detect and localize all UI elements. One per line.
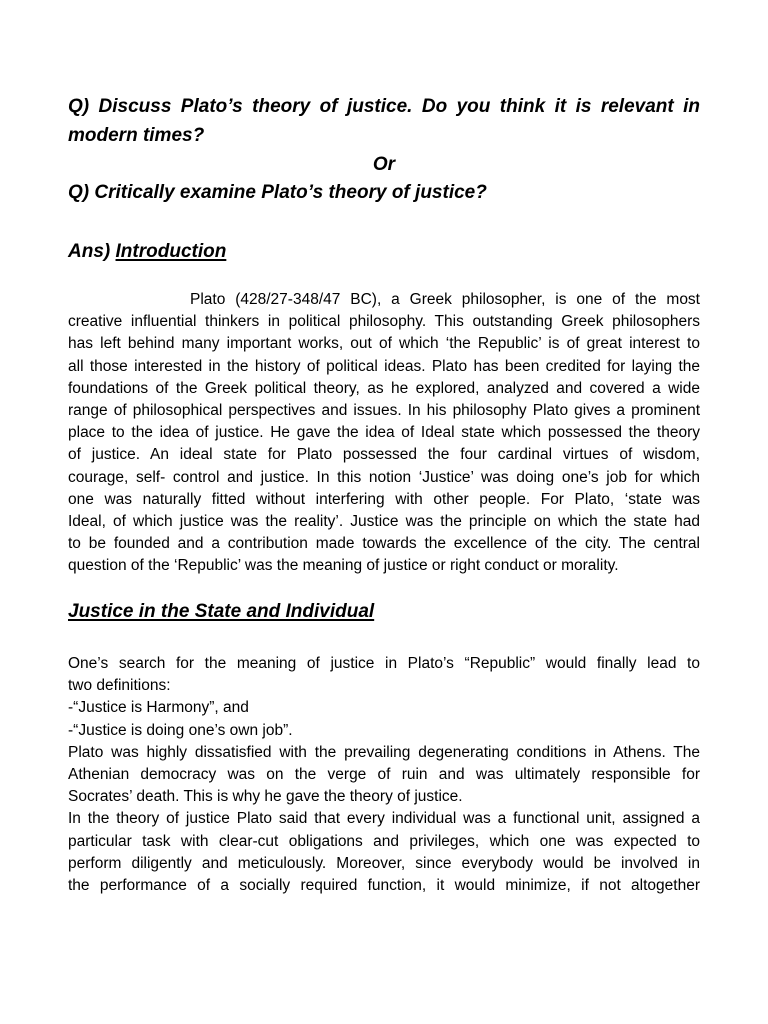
- paragraph-line: courage, self- control and justice. In this notion ‘Justice’ was doing one’s job for which: [68, 468, 700, 486]
- paragraph-line: two definitions:: [68, 677, 171, 695]
- definition-item: -“Justice is Harmony”, and: [68, 699, 249, 717]
- answer-prefix: Ans): [68, 241, 111, 262]
- paragraph-line: of justice. An ideal state for Plato possessed the four cardinal virtues of wisdom,: [68, 446, 700, 464]
- paragraph-line: all those interested in the history of political ideas. Plato has been credited for laying the: [68, 357, 700, 375]
- paragraph-line: has left behind many important works, out of which ‘the Republic’ is of great interest to: [68, 335, 700, 353]
- paragraph-line: perform diligently and meticulously. Moreover, since everybody would be involved in: [68, 854, 700, 872]
- paragraph-line: the performance of a socially required function, it would minimize, if not altogether: [68, 877, 700, 895]
- definition-item: -“Justice is doing one’s own job”.: [68, 721, 293, 739]
- paragraph-line: question of the ‘Republic’ was the meaning of justice or right conduct or morality.: [68, 557, 619, 575]
- paragraph-line: Ideal, of which justice was the reality’. Justice was the principle on which the state had: [68, 513, 700, 531]
- paragraph-line: particular task with clear-cut obligations and privileges, which one was expected to: [68, 832, 700, 850]
- paragraph-line: In the theory of justice Plato said that every individual was a functional unit, assigned a: [68, 810, 700, 828]
- paragraph-line: Plato (428/27-348/47 BC), a Greek philosopher, is one of the most: [190, 291, 700, 308]
- question-2: Q) Critically examine Plato’s theory of justice?: [68, 182, 487, 203]
- introduction-paragraph: [68, 289, 700, 578]
- paragraph-line: Socrates’ death. This is why he gave the theory of justice.: [68, 788, 463, 806]
- paragraph-line: one was naturally fitted without interfering with other people. For Plato, ‘state was: [68, 490, 700, 508]
- paragraph-line: place to the idea of justice. He gave the idea of Ideal state which possessed the theory: [68, 424, 700, 442]
- paragraph-line: Plato was highly dissatisfied with the prevailing degenerating conditions in Athens. The: [68, 743, 700, 761]
- answer-heading: [68, 237, 700, 266]
- question-1-line: Q) Discuss Plato’s theory of justice. Do you think it is relevant in: [68, 96, 700, 117]
- paragraph-line: creative influential thinkers in political philosophy. This outstanding Greek philosophers: [68, 313, 700, 331]
- question-1-line: modern times?: [68, 125, 205, 146]
- section-paragraph: [68, 653, 700, 897]
- paragraph-line: Athenian democracy was on the verge of ruin and was ultimately responsible for: [68, 766, 700, 784]
- or-separator: Or: [372, 154, 396, 175]
- section-heading-text: Justice in the State and Individual: [68, 601, 375, 622]
- question-1: [68, 92, 700, 150]
- paragraph-line: range of philosophical perspectives and issues. In his philosophy Plato gives a prominent: [68, 402, 700, 420]
- section-heading: [68, 597, 700, 626]
- introduction-heading: Introduction: [115, 241, 227, 262]
- paragraph-line: One’s search for the meaning of justice in Plato’s “Republic” would finally lead to: [68, 655, 700, 672]
- paragraph-line: foundations of the Greek political theory, as he explored, analyzed and covered a wide: [68, 379, 700, 397]
- paragraph-line: to be founded and a contribution made towards the excellence of the city. The central: [68, 535, 700, 553]
